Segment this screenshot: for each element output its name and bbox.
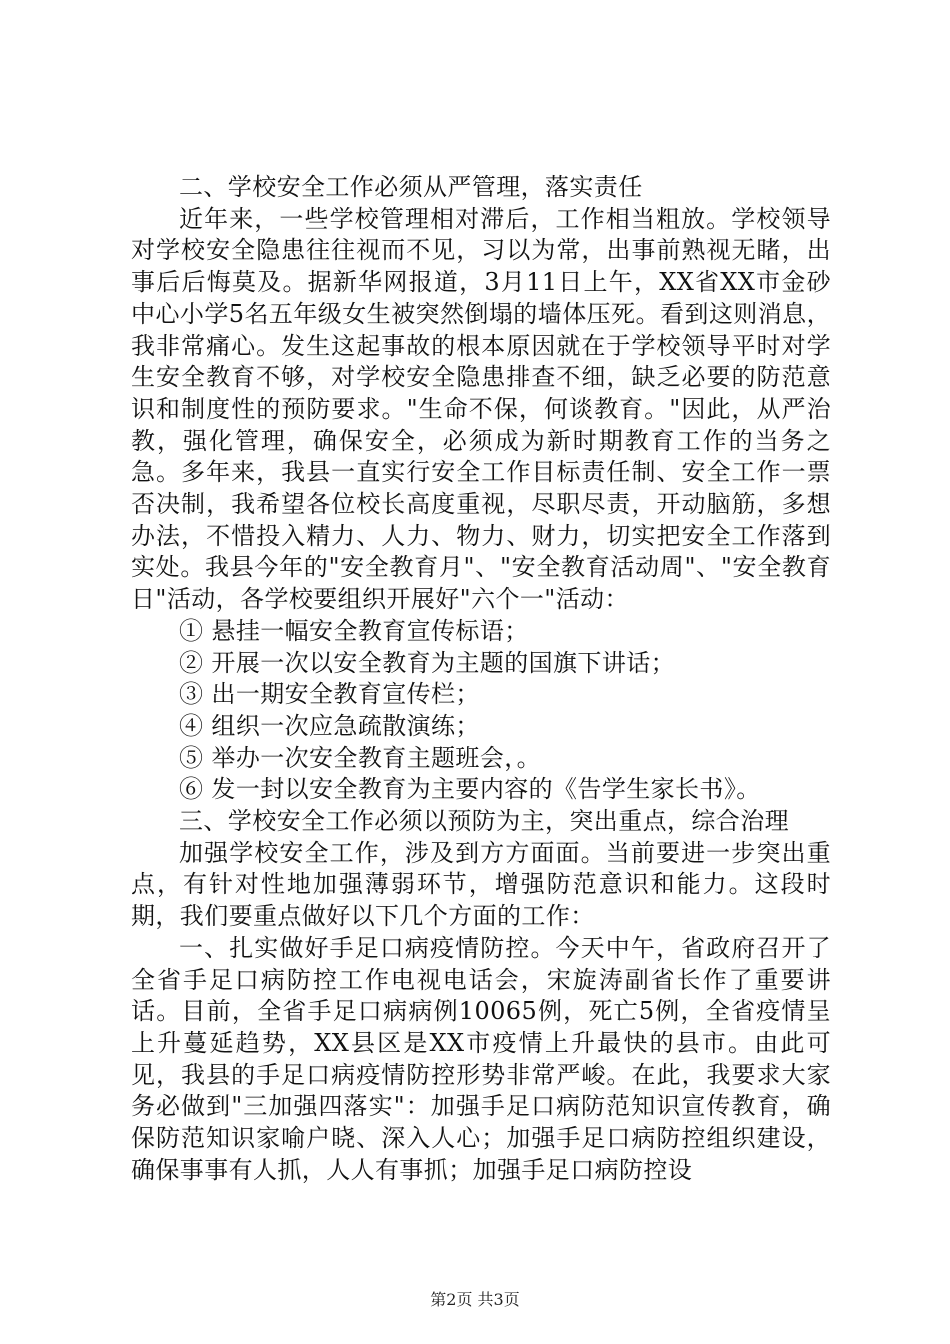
body-paragraph: 加强学校安全工作，涉及到方方面面。当前要进一步突出重点，有针对性地加强薄弱环节，增强防范意识和能力。这段时期，我们要重点做好以下几个方面的工作： <box>131 838 831 931</box>
section-heading-2: 二、学校安全工作必须从严管理，落实责任 <box>179 173 643 201</box>
list-item: ⑤ 举办一次安全教育主题班会，。 <box>179 743 542 772</box>
document-body <box>131 172 831 1187</box>
list-item: ③ 出一期安全教育宣传栏； <box>179 680 480 709</box>
list-item: ① 悬挂一幅安全教育宣传标语； <box>179 616 529 645</box>
list-item: ② 开展一次以安全教育为主题的国旗下讲话； <box>179 648 676 677</box>
body-paragraph: 近年来，一些学校管理相对滞后，工作相当粗放。学校领导对学校安全隐患往往视而不见，习以为常，出事前熟视无睹，出事后后悔莫及。据新华网报道，3月11日上午，XX省XX市金砂中心小学5名五年级女生被突然倒塌的墙体压死。看到这则消息，我非常痛心。发生这起事故的根本原因就在于学校领导平时对学生安全教育不够，对学校安全隐患排查不细，缺乏必要的防范意识和制度性的预防要求。"生命不保，何谈教育。"因此，从严治教，强化管理，确保安全，必须成为新时期教育工作的当务之急。多年来，我县一直实行安全工作目标责任制、安全工作一票否决制，我希望各位校长高度重视，尽职尽责，开动脑筋，多想办法，不惜投入精力、人力、物力、财力，切实把安全工作落到实处。我县今年的"安全教育月"、"安全教育活动周"、"安全教育日"活动，各学校要组织开展好"六个一"活动： <box>131 204 831 614</box>
page-number-footer: 第2页 共3页 <box>430 1290 520 1309</box>
list-item: ④ 组织一次应急疏散演练； <box>179 711 480 740</box>
section-heading-3: 三、学校安全工作必须以预防为主，突出重点，综合治理 <box>179 807 789 836</box>
list-item: ⑥ 发一封以安全教育为主要内容的《告学生家长书》。 <box>179 775 761 804</box>
body-paragraph: 一、扎实做好手足口病疫情防控。今天中午，省政府召开了全省手足口病防控工作电视电话会，宋旋涛副省长作了重要讲话。目前，全省手足口病病例10065例，死亡5例，全省疫情呈上升蔓延趋势，XX县区是XX市疫情上升最快的县市。由此可见，我县的手足口病疫情防控形势非常严峻。在此，我要求大家务必做到"三加强四落实"：加强手足口病防范知识宣传教育，确保防范知识家喻户晓、深入人心；加强手足口病防控组织建设，确保事事有人抓，人人有事抓；加强手足口病防控设 <box>131 933 831 1184</box>
